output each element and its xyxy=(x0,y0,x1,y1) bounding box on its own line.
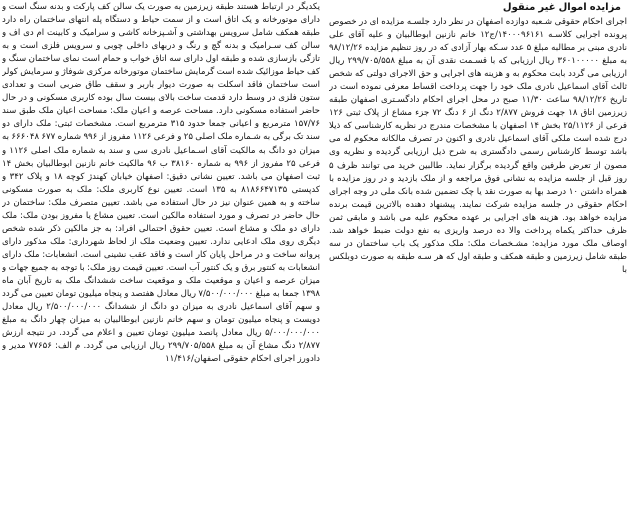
legal-notice xyxy=(2,1,627,510)
notice-column-right xyxy=(2,1,320,510)
left-column-text: اجرای احکام حقوقی شـعبه دوازده اصفهان در نظر دارد جلسـه مزایده ای در خصوص پرونده اجرایی کلاسـه ۱۴۰۰۰۹۶۱۶۱/ج۱۲ خانم نازنین ابوطالبیان و علیه آقای علی نادری مبنی بر مطالبه مبلغ ۵ عدد سـکه بهار آزادی که در روز تنظیم مزایده ۹۸/۱۲/۲۶ به مبلغ ۳۶۰۱۰۰۰۰۰ ریال ارزیابی که با قسـمت نقدی آن به مبلغ ۲۹۹/۷۰۵/۵۵۸ ریال ارزیابی می گردد بابت محکوم به و هزینه های اجرایی و حق الاجرای دولتی که شخص ثالث آقای اسماعیل نادری ملک خود را جهت پرداخت اقساط معرفی نموده است در تاریخ ۹۸/۱۲/۲۶ ساعت ۱۱/۳۰ صبح در محل اجرای احکام دادگسـتری اصفهان طبقه زیرزمین اتاق ۱۸ جهت فروش ۲/۸۷۷ دنگ از ۶ دنگ ۷۲ جزء مشاع از پلاک ثبتی ۱۲۶ فرعی از ۲۵/۱۱۲۶ بخش ۱۴ اصفهان با مشخصات مندرج در نظریه کارشناسی که ذیلا درج شده است ملکی آقای اسماعیل نادری و اکنون در تصرف مالکانه محکوم له می باشد توسط کارشناس رسمی دادگستری به شرح ذیل ارزیابی گردیده و نظریه وی مصون از تعرض طرفین واقع گردیده برگزار نماید. طالبین خرید می توانند ظرف ۵ روز قبل از جلسه مزایده به نشانی فوق مراجعه و از ملک بازدید و در روز مزایده با همراه داشتن ۱۰ درصد بها به صورت نقد یا چک تضمین شده بانک ملی در وجه اجرای احکام حقوقی در جلسه مزایده شرکت نمایند. پیشنهاد دهنده بالاترین قیمت برنده مزایده خواهد بود. هزینه های اجرایی بر عهده محکوم علیه می باشد و مابقی ثمن ظرف حداکثر یکماه پرداخت والا ده درصد واریزی به نفع دولت ضبط خواهد شد. اوصاف ملک مورد مزایده: مشـخصات ملک: ملک مذکور یک باب ساختمان در سه طبقه شامل زیرزمین و طبقه همکف و طبقه اول که هر سـه طبقه به صورت دوبلکس با xyxy=(329,17,627,275)
notice-title: مزایده اموال غیر منقول xyxy=(502,2,621,13)
notice-column-left xyxy=(329,1,627,510)
right-column-text: یکدیگر در ارتباط هستند طبقه زیرزمین به صورت یک سالن کف پارکت و بدنه سنگ است و دارای موتورخانه و یک اتاق است و از سمت حیاط و دستگاه پله انتهای ساختمان راه دارد طبقه همکف شامل سرویس بهداشتی و آشـپزخانه کاشی و سرامیک و کابینت ام دی اف و سالن کف سـرامیک و بدنه گچ و رنگ و دربهای داخلی چوبی و سرویس فلزی است و به تازگی بازسازی شده و طبقه اول دارای سه اتاق خواب و حمام است نمای ساختمان سنگ و کف حیاط موزائیک شده است گرمایش ساختمان موتورخانه مرکزی شوفاژ و سرمایش کولر است ساختمان فاقد اسکلت به صورت دیوار باربر و سقف طاق ضربی است و تعدادی ستون فلزی در وسط دارد قدمت ساخت بالای بیست سال بوده کاربری مسکونی و در حال حاضر استفاده مسکونی دارد. مساحت عرصه و اعیان ملک: مساحت اعیان ملک طبق سند ۱۵۷/۷۶ مترمربع و اعیانی جمعا حدود ۳۱۵ مترمربع است. مشخصات ثبتی: ملک دارای دو سند تک برگی به شـماره ملک اصلی ۲۵ و فرعی ۱۱۲۶ مفروز از ۹۹۶ شماره ۶۷۷ ۶۶۶۰۴۸ به میزان دو دانگ به مالکیت آقای اسـماعیل نادری سی و سند به شماره ملک اصلی ۱۱۲۶ و فرعی ۲۵ مفروز از ۹۹۶ به شماره ۳۸۱۶۰ ب ۹۶ مالکیت خانم نازنین ابوطالبیان بخش ۱۴ ثبت اصفهان می باشد. تعیین نشانی دقیق: اصفهان خیابان کهندژ کوچه ۱۸ و پلاک ۳۴۲ و کدپستی ۸۱۸۶۶۴۷۱۳۵ به ۱۳۵ است. تعیین نوع کاربری ملک: ملک به صورت مسکونی ساخته و به همین عنوان نیز در حال استفاده می باشد. تعیین متصرف ملک: ساختمان در حال حاضر در تصرف و مورد استفاده مالکین است. تعیین مشاع یا مفروز بودن ملک: ملک دارای دو ملک و مشاع است. تعیین حقوق احتمالی افراد: به جز مالکین ذکر شده شخص دیگری روی ملک ادعایی ندارد. تعیین وضعیت ملک از لحاظ شهرداری: ملک مذکور دارای پروانه ساخت و در مراحل پایان کار است و فاقد عقب نشینی است. انشعابات: ملک دارای انشعابات به کنتور برق و یک کنتور آب است. تعیین قیمت روز ملک: با توجه به جمیع جهات و میزان عرصه و اعیان و موقعیت ملک و موقعیت ساخت ششدانگ ملک به تاریخ آبان ماه ۱۳۹۸ جمعا به مبلغ ۷/۵۰۰/۰۰۰/۰۰۰ ریال معادل هفتصد و پنجاه میلیون تومان تعیین می گردد و سهم آقای اسماعیل نادری به میزان دو دانگ از ششدانگ ۲/۵۰۰/۰۰۰/۰۰۰ ریال معادل دویست و پنجاه میلیون تومان و سهم خانم نازنین ابوطالبیان به میزان چهار دانگ به مبلغ ۵/۰۰۰/۰۰۰/۰۰۰ ریال معادل پانصد میلیون تومان تعیین و اعلام می گردد. در نتیجه ارزش ۲/۸۷۷ دنگ مشاع آن به مبلغ ۲۹۹/۷۰۵/۵۵۸ ریال ارزیابی می گردد. م الف: ۷۷۶۵۶ مدیر و دادورز اجرای احکام حقوقی اصفهان/۱۱/۴۱۶ xyxy=(2,2,320,365)
